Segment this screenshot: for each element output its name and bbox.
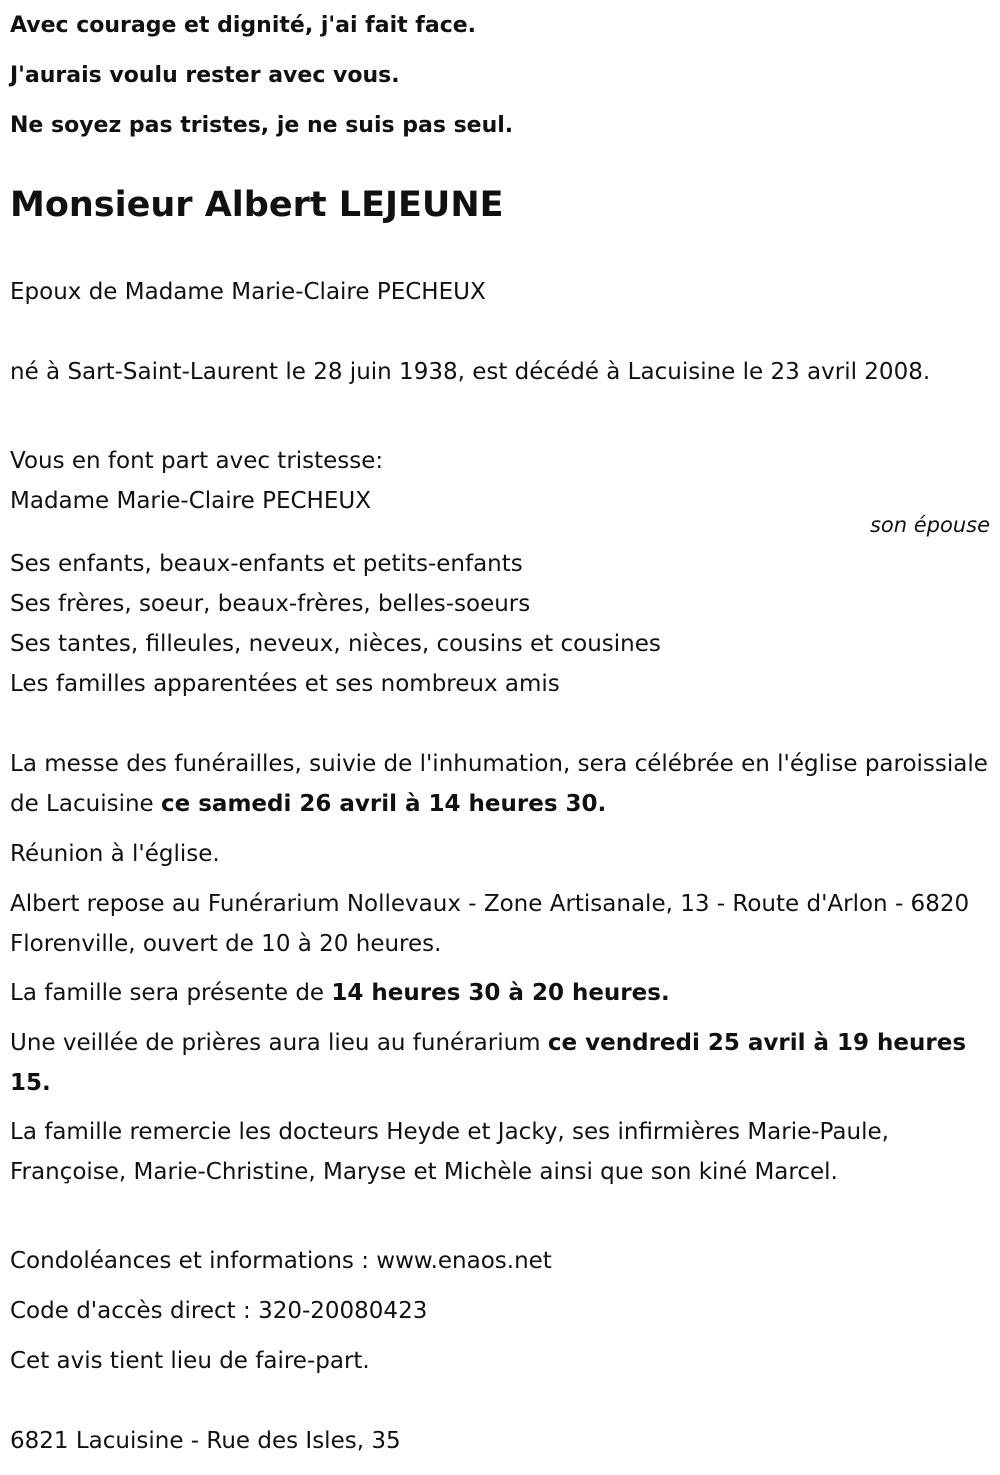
family-present-when: 14 heures 30 à 20 heures. xyxy=(331,980,670,1006)
quote-line-3: Ne soyez pas tristes, je ne suis pas seul. xyxy=(10,113,514,138)
family-line-3: Ses tantes, filleules, neveux, nièces, cousins et cousines xyxy=(10,631,661,657)
spouse-name: Madame Marie-Claire PECHEUX xyxy=(10,488,371,514)
family-line-1: Ses enfants, beaux-enfants et petits-enfants xyxy=(10,551,523,577)
spouse-line: Epoux de Madame Marie-Claire PECHEUX xyxy=(10,279,486,305)
family-present-paragraph xyxy=(10,973,990,1013)
deceased-name: Monsieur Albert LEJEUNE xyxy=(10,185,504,225)
vigil-paragraph xyxy=(10,1023,990,1103)
vigil-when: ce vendredi 25 avril à 19 heures 15. xyxy=(10,1030,967,1096)
address: 6821 Lacuisine - Rue des Isles, 35 xyxy=(10,1428,401,1454)
notice: Cet avis tient lieu de faire-part. xyxy=(10,1348,370,1374)
condolences: Condoléances et informations : www.enaos.net xyxy=(10,1248,552,1274)
birth-death: né à Sart-Saint-Laurent le 28 juin 1938, est décédé à Lacuisine le 23 avril 2008. xyxy=(10,359,931,385)
quote-line-2: J'aurais voulu rester avec vous. xyxy=(10,63,400,88)
family-line-4: Les familles apparentées et ses nombreux amis xyxy=(10,671,560,697)
spouse-role: son épouse xyxy=(869,513,990,537)
vigil-text: Une veillée de prières aura lieu au funérarium xyxy=(10,1030,548,1056)
mass-when: ce samedi 26 avril à 14 heures 30. xyxy=(161,791,607,817)
meeting: Réunion à l'église. xyxy=(10,841,220,867)
mass-text: La messe des funérailles, suivie de l'inhumation, sera célébrée en l'église paroissiale de Lacuisine xyxy=(10,751,988,817)
funerarium: Albert repose au Funérarium Nollevaux - Zone Artisanale, 13 - Route d'Arlon - 6820 Florenville, ouvert de 10 à 20 heures. xyxy=(10,891,970,957)
family-present-text: La famille sera présente de xyxy=(10,980,332,1006)
announce-intro: Vous en font part avec tristesse: xyxy=(10,448,384,474)
access-code: Code d'accès direct : 320-20080423 xyxy=(10,1298,428,1324)
mass-paragraph xyxy=(10,744,990,824)
thanks: La famille remercie les docteurs Heyde et Jacky, ses infirmières Marie-Paule, Françoise, Marie-Christine, Maryse et Michèle ainsi que son kiné Marcel. xyxy=(10,1119,889,1185)
family-line-2: Ses frères, soeur, beaux-frères, belles-soeurs xyxy=(10,591,531,617)
quote-line-1: Avec courage et dignité, j'ai fait face. xyxy=(10,13,477,38)
